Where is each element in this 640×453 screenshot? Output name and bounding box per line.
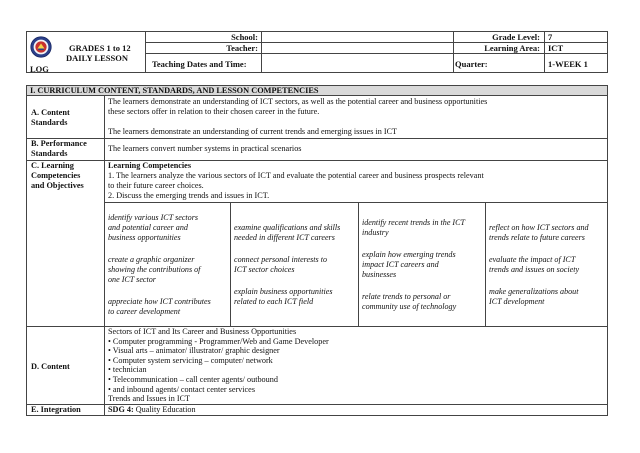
grades-title: GRADES 1 to 12 [69, 43, 131, 53]
content-list: Sectors of ICT and Its Career and Business Opportunities • Computer programming - Programmer/Web and Game Developer • Visual arts – animator/ illustrator/ graphic designer • Computer system servicing – computer/ network • technician • Telecommunication – call center agents/ outbound • and inbound agents/ contact center services Trends and Issues in ICT [108, 327, 329, 404]
competency-line-3: 2. Discuss the emerging trends and issues in ICT. [108, 191, 270, 200]
divider [104, 96, 105, 415]
objective-item: identify various ICT sectors and potential career and business opportunities [108, 213, 199, 242]
performance-standards-text: The learners convert number systems in practical scenarios [108, 144, 302, 153]
performance-standards-label: B. Performance Standards [31, 139, 87, 158]
integration-label: E. Integration [31, 405, 81, 414]
competencies-label: C. Learning Competencies and Objectives [31, 161, 84, 190]
divider [27, 138, 607, 139]
divider [485, 202, 486, 326]
content-standards-line-1: The learners demonstrate an understanding of ICT sectors, as well as the potential career and business opportunities [108, 97, 488, 106]
divider [261, 32, 262, 72]
integration-text [108, 405, 196, 415]
dates-label: Teaching Dates and Time: [152, 59, 247, 69]
content-standards-label: A. Content Standards [31, 108, 70, 127]
teacher-label: Teacher: [226, 43, 258, 53]
grade-level-label: Grade Level: [492, 32, 540, 42]
curriculum-table [26, 85, 608, 416]
divider [104, 202, 607, 203]
learning-area-value: ICT [548, 43, 564, 53]
competencies-heading: Learning Competencies [108, 161, 192, 170]
section-title: I. CURRICULUM CONTENT, STANDARDS, AND LESSON COMPETENCIES [27, 86, 607, 96]
competency-line-2: to their future career choices. [108, 181, 204, 190]
objective-item: appreciate how ICT contributes to career development [108, 297, 211, 316]
school-label: School: [231, 32, 258, 42]
divider [145, 53, 607, 54]
objective-item: make generalizations about ICT development [489, 287, 579, 306]
objective-item: explain how emerging trends impact ICT careers and businesses [362, 250, 456, 279]
objective-item: relate trends to personal or community use of technology [362, 292, 457, 311]
objective-item: evaluate the impact of ICT trends and issues on society [489, 255, 580, 274]
content-label: D. Content [31, 362, 70, 371]
objective-item: examine qualifications and skills needed in different ICT careers [234, 223, 341, 242]
divider [358, 202, 359, 326]
log-title: LOG [30, 64, 49, 74]
content-standards-line-2: these sectors offer in relation to their chosen career in the future. [108, 107, 320, 116]
sdg-text: Quality Education [135, 405, 196, 414]
content-standards-line-3: The learners demonstrate an understanding of current trends and emerging issues in ICT [108, 127, 398, 136]
objective-item: identify recent trends in the ICT industry [362, 218, 466, 237]
competency-line-1: 1. The learners analyze the various sectors of ICT and evaluate the potential career and business prospects relevant [108, 171, 484, 180]
divider [544, 32, 545, 72]
objective-item: explain business opportunities related to each ICT field [234, 287, 333, 306]
divider [230, 202, 231, 326]
daily-lesson-title: DAILY LESSON [66, 53, 128, 63]
quarter-label: Quarter: [455, 59, 488, 69]
objective-item: connect personal interests to ICT sector choices [234, 255, 327, 274]
grade-level-value: 7 [548, 32, 553, 42]
objective-item: create a graphic organizer showing the contributions of one ICT sector [108, 255, 201, 284]
learning-area-label: Learning Area: [484, 43, 540, 53]
quarter-value: 1-WEEK 1 [548, 59, 588, 69]
sdg-label: SDG 4: [108, 405, 134, 414]
divider [453, 32, 454, 72]
deped-seal-icon [30, 36, 52, 58]
objective-item: reflect on how ICT sectors and trends relate to future careers [489, 223, 589, 242]
